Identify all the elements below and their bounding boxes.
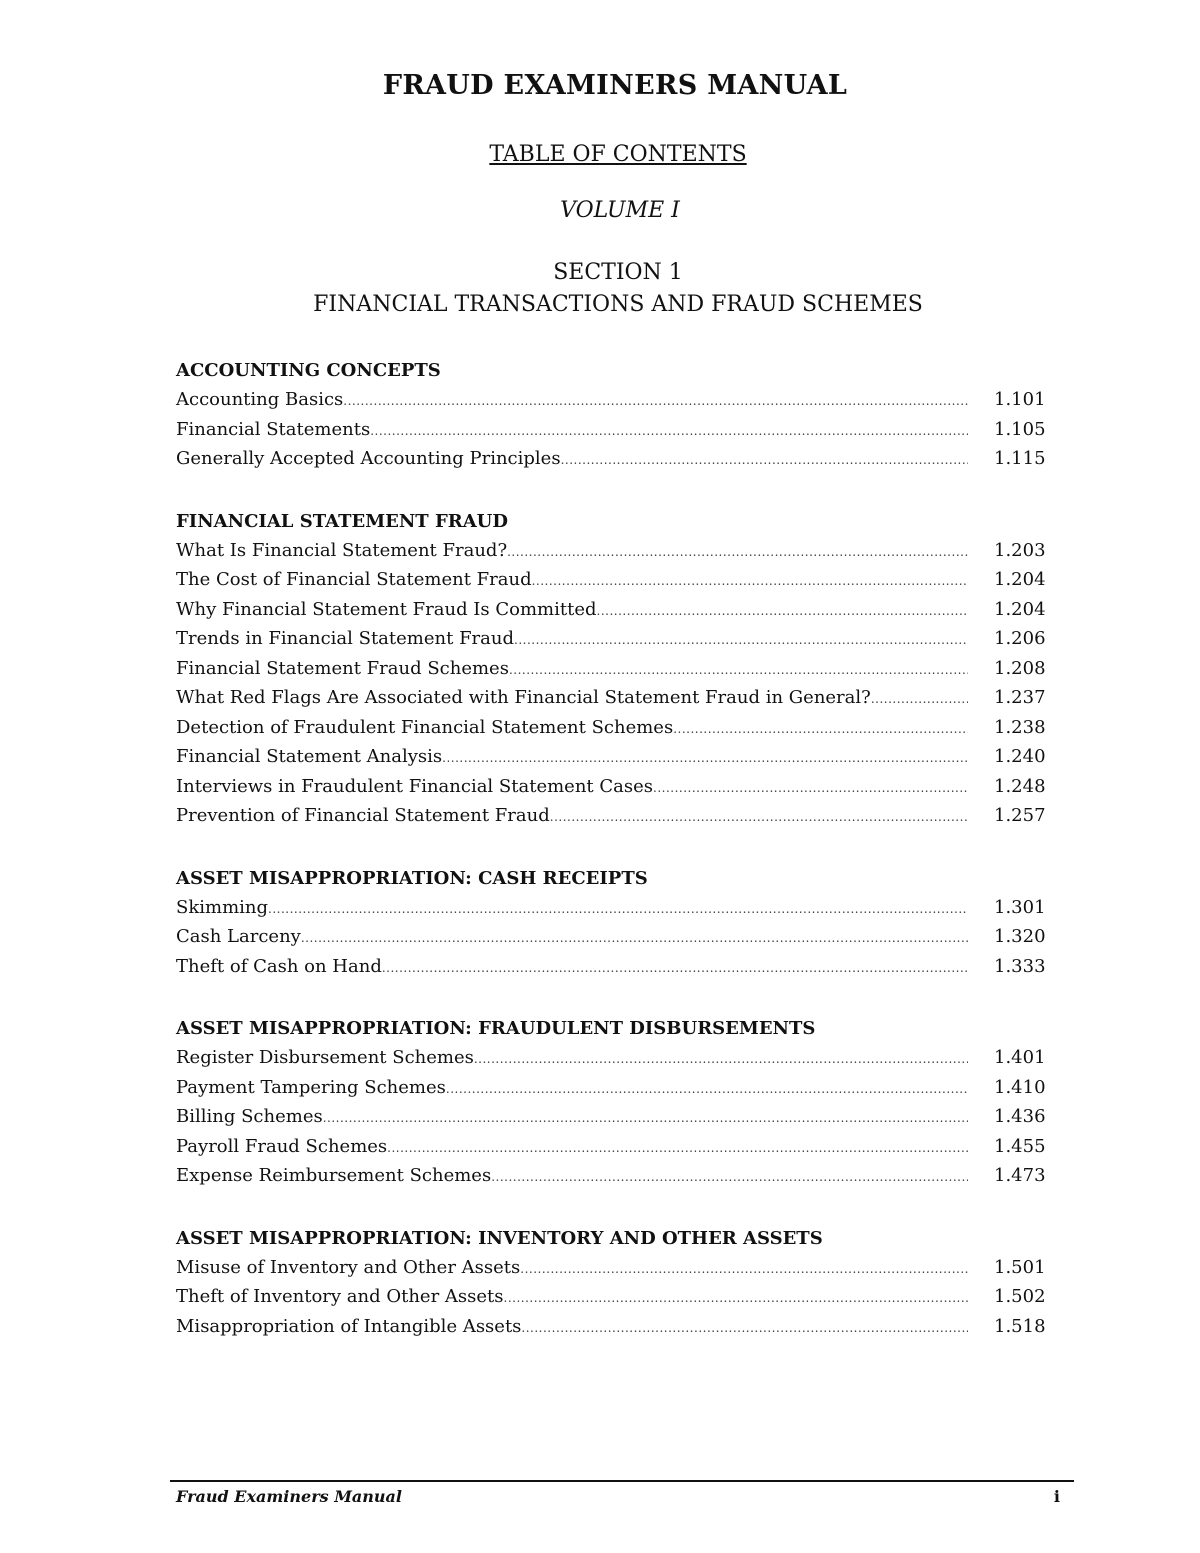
- entry-title: Payment Tampering Schemes: [176, 1076, 446, 1098]
- entry-title: The Cost of Financial Statement Fraud: [176, 569, 532, 590]
- toc-entry[interactable]: [176, 654, 1046, 684]
- toc-entry[interactable]: [176, 1043, 1046, 1073]
- entry-page-number: 1.204: [994, 598, 1046, 620]
- toc-entry[interactable]: [176, 565, 1046, 595]
- dot-leader: [520, 1255, 968, 1285]
- toc-entry[interactable]: [176, 1132, 1046, 1162]
- dot-leader: [550, 803, 968, 833]
- entry-page-number: 1.502: [994, 1286, 1046, 1307]
- entry-page-number: 1.238: [994, 716, 1046, 738]
- entry-page-number: 1.301: [994, 896, 1046, 918]
- entry-page-number: 1.518: [994, 1315, 1046, 1337]
- entry-title: Interviews in Fraudulent Financial Statement Cases: [176, 775, 653, 797]
- group-heading: FINANCIAL STATEMENT FRAUD: [176, 510, 508, 532]
- dot-leader: [521, 1314, 968, 1344]
- section-number: SECTION 1: [553, 260, 683, 285]
- entry-page-number: 1.206: [994, 628, 1046, 649]
- dot-leader: [504, 1284, 969, 1314]
- entry-page-number: 1.203: [994, 539, 1046, 561]
- dot-leader: [343, 387, 968, 417]
- dot-leader: [382, 954, 968, 984]
- entry-page-number: 1.115: [994, 448, 1046, 469]
- toc-entry[interactable]: [176, 1102, 1046, 1132]
- entry-page-number: 1.105: [994, 418, 1046, 440]
- toc-group-fraudulent-disbursements: [176, 1014, 1046, 1191]
- entry-title: Financial Statements: [176, 418, 371, 440]
- dot-leader: [491, 1163, 968, 1193]
- toc-entry[interactable]: [176, 683, 1046, 713]
- toc-entry[interactable]: [176, 624, 1046, 654]
- entry-page-number: 1.101: [994, 389, 1046, 410]
- entry-title: Trends in Financial Statement Fraud: [176, 628, 515, 649]
- entry-title: Expense Reimbursement Schemes: [176, 1165, 492, 1186]
- entry-page-number: 1.455: [994, 1135, 1046, 1157]
- entry-page-number: 1.257: [994, 805, 1046, 826]
- toc-entry[interactable]: [176, 772, 1046, 802]
- entry-title: Accounting Basics: [176, 389, 344, 410]
- dot-leader: [268, 895, 968, 925]
- section-title: FINANCIAL TRANSACTIONS AND FRAUD SCHEMES: [313, 292, 923, 317]
- footer-title: Fraud Examiners Manual: [176, 1487, 402, 1506]
- dot-leader: [532, 567, 968, 597]
- entry-title: What Red Flags Are Associated with Financial Statement Fraud in General?: [176, 687, 871, 708]
- toc-entry[interactable]: [176, 893, 1046, 923]
- entry-title: Financial Statement Fraud Schemes: [176, 657, 509, 679]
- entry-page-number: 1.240: [994, 746, 1046, 767]
- entry-page-number: 1.204: [994, 569, 1046, 590]
- toc-entry[interactable]: [176, 801, 1046, 831]
- toc-entry[interactable]: [176, 1073, 1046, 1103]
- toc-title: TABLE OF CONTENTS: [489, 142, 747, 167]
- dot-leader: [446, 1075, 968, 1105]
- entry-title: Generally Accepted Accounting Principles: [176, 448, 561, 469]
- dot-leader: [387, 1134, 968, 1164]
- entry-title: Register Disbursement Schemes: [176, 1047, 474, 1068]
- dot-leader: [561, 446, 968, 476]
- toc-entry[interactable]: [176, 952, 1046, 982]
- toc-entry[interactable]: [176, 1253, 1046, 1283]
- dot-leader: [474, 1045, 968, 1075]
- entry-title: Misappropriation of Intangible Assets: [176, 1315, 522, 1337]
- volume-title: VOLUME I: [560, 198, 680, 223]
- dot-leader: [653, 774, 968, 804]
- entry-title: Theft of Cash on Hand: [176, 955, 382, 977]
- entry-title: Financial Statement Analysis: [176, 746, 443, 767]
- toc-entry[interactable]: [176, 742, 1046, 772]
- entry-title: Prevention of Financial Statement Fraud: [176, 805, 550, 826]
- entry-title: Theft of Inventory and Other Assets: [176, 1286, 504, 1307]
- table-of-contents: [176, 356, 1046, 1374]
- entry-title: Skimming: [176, 896, 269, 918]
- entry-title: Billing Schemes: [176, 1106, 323, 1127]
- dot-leader: [507, 538, 968, 568]
- entry-page-number: 1.237: [994, 687, 1046, 708]
- entry-title: Why Financial Statement Fraud Is Committed: [176, 598, 597, 620]
- toc-entry[interactable]: [176, 415, 1046, 445]
- toc-group-accounting-concepts: [176, 356, 1046, 474]
- entry-title: What Is Financial Statement Fraud?: [176, 539, 508, 561]
- entry-title: Cash Larceny: [176, 926, 301, 947]
- dot-leader: [597, 597, 968, 627]
- toc-entry[interactable]: [176, 1161, 1046, 1191]
- footer-divider: [170, 1480, 1074, 1482]
- toc-entry[interactable]: [176, 713, 1046, 743]
- group-heading: ACCOUNTING CONCEPTS: [176, 360, 441, 381]
- entry-page-number: 1.410: [994, 1076, 1046, 1098]
- toc-entry[interactable]: [176, 595, 1046, 625]
- toc-group-cash-receipts: [176, 864, 1046, 982]
- toc-entry[interactable]: [176, 385, 1046, 415]
- dot-leader: [323, 1104, 968, 1134]
- document-title: FRAUD EXAMINERS MANUAL: [382, 70, 848, 101]
- toc-group-inventory-and-other-assets: [176, 1224, 1046, 1342]
- entry-page-number: 1.401: [994, 1047, 1046, 1068]
- dot-leader: [509, 656, 968, 686]
- entry-title: Detection of Fraudulent Financial Statement Schemes: [176, 716, 674, 738]
- group-heading: ASSET MISAPPROPRIATION: CASH RECEIPTS: [176, 867, 648, 889]
- dot-leader: [871, 685, 968, 715]
- entry-title: Misuse of Inventory and Other Assets: [176, 1256, 521, 1278]
- toc-entry[interactable]: [176, 1282, 1046, 1312]
- dot-leader: [370, 417, 968, 447]
- entry-page-number: 1.473: [994, 1165, 1046, 1186]
- entry-page-number: 1.436: [994, 1106, 1046, 1127]
- entry-page-number: 1.501: [994, 1256, 1046, 1278]
- entry-page-number: 1.320: [994, 926, 1046, 947]
- group-heading: ASSET MISAPPROPRIATION: FRAUDULENT DISBURSEMENTS: [176, 1018, 816, 1039]
- group-heading: ASSET MISAPPROPRIATION: INVENTORY AND OTHER ASSETS: [176, 1227, 823, 1249]
- dot-leader: [442, 744, 968, 774]
- toc-entry[interactable]: [176, 1312, 1046, 1342]
- entry-title: Payroll Fraud Schemes: [176, 1135, 388, 1157]
- entry-page-number: 1.208: [994, 657, 1046, 679]
- toc-group-financial-statement-fraud: [176, 507, 1046, 831]
- entry-page-number: 1.333: [994, 955, 1046, 977]
- dot-leader: [673, 715, 968, 745]
- footer-page-number: i: [1053, 1487, 1060, 1506]
- dot-leader: [514, 626, 968, 656]
- entry-page-number: 1.248: [994, 775, 1046, 797]
- toc-entry[interactable]: [176, 536, 1046, 566]
- toc-entry[interactable]: [176, 922, 1046, 952]
- toc-entry[interactable]: [176, 444, 1046, 474]
- dot-leader: [301, 924, 968, 954]
